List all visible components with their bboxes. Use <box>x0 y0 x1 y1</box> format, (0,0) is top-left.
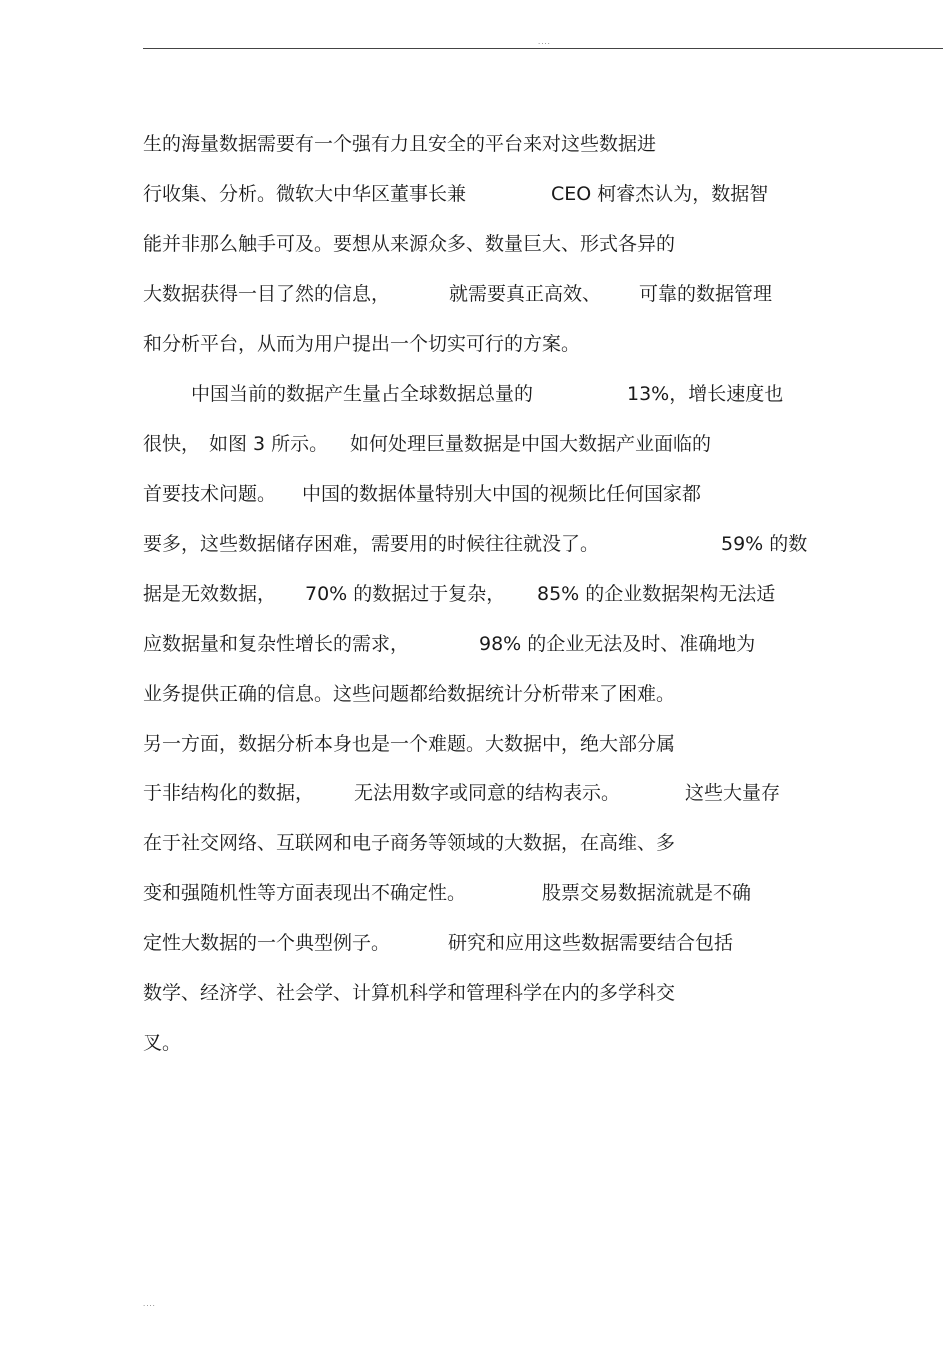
text-segment: 无法用数字或同意的结构表示。 <box>354 782 621 804</box>
text-segment: 定性大数据的一个典型例子。 <box>143 932 391 954</box>
text-segment: 就需要真正高效、 <box>449 283 602 305</box>
text-segment: 行收集、分析。微软大中华区董事长兼 <box>143 183 467 205</box>
text-segment: CEO 柯睿杰认为，数据智 <box>551 183 769 205</box>
text-segment: 大数据获得一目了然的信息， <box>143 283 391 305</box>
header-mark: .... <box>538 38 551 46</box>
text-segment: 59% 的数 <box>721 533 808 555</box>
text-segment: 应数据量和复杂性增长的需求， <box>143 633 410 655</box>
text-segment: 可靠的数据管理 <box>639 283 773 305</box>
header-rule <box>143 48 943 49</box>
text-segment: 98% 的企业无法及时、准确地为 <box>479 633 756 655</box>
text-segment: 中国当前的数据产生量占全球数据总量的 <box>191 383 534 405</box>
text-segment: 业务提供正确的信息。这些问题都给数据统计分析带来了困难。 <box>143 683 676 705</box>
text-segment: 这些大量存 <box>685 782 781 804</box>
text-segment: 数学、经济学、社会学、计算机科学和管理科学在内的多学科交 <box>143 982 676 1004</box>
text-segment: 13%，增长速度也 <box>627 383 784 405</box>
text-segment: 首要技术问题。 <box>143 483 277 505</box>
text-segment: 据是无效数据， <box>143 583 277 605</box>
text-segment: 要多，这些数据储存困难，需要用的时候往往就没了。 <box>143 533 600 555</box>
text-segment: 很快， <box>143 433 201 455</box>
text-segment: 股票交易数据流就是不确 <box>542 882 752 904</box>
text-segment: 生的海量数据需要有一个强有力且安全的平台来对这些数据进 <box>143 133 657 155</box>
text-segment: 如何处理巨量数据是中国大数据产业面临的 <box>350 433 712 455</box>
text-segment: 叉。 <box>143 1032 182 1054</box>
text-segment: 中国的数据体量特别大中国的视频比任何国家都 <box>302 483 702 505</box>
text-segment: 在于社交网络、互联网和电子商务等领域的大数据，在高维、多 <box>143 832 676 854</box>
text-segment: 另一方面，数据分析本身也是一个难题。大数据中，绝大部分属 <box>143 733 676 755</box>
text-segment: 变和强随机性等方面表现出不确定性。 <box>143 882 467 904</box>
text-segment: 70% 的数据过于复杂， <box>305 583 506 605</box>
text-segment: 研究和应用这些数据需要结合包括 <box>448 932 734 954</box>
text-segment: 如图 3 所示。 <box>209 433 329 455</box>
text-segment: 85% 的企业数据架构无法适 <box>537 583 776 605</box>
text-segment: 能并非那么触手可及。要想从来源众多、数量巨大、形式各异的 <box>143 233 676 255</box>
footer-mark: .... <box>143 1300 156 1308</box>
text-segment: 于非结构化的数据， <box>143 782 315 804</box>
text-segment: 和分析平台，从而为用户提出一个切实可行的方案。 <box>143 333 581 355</box>
